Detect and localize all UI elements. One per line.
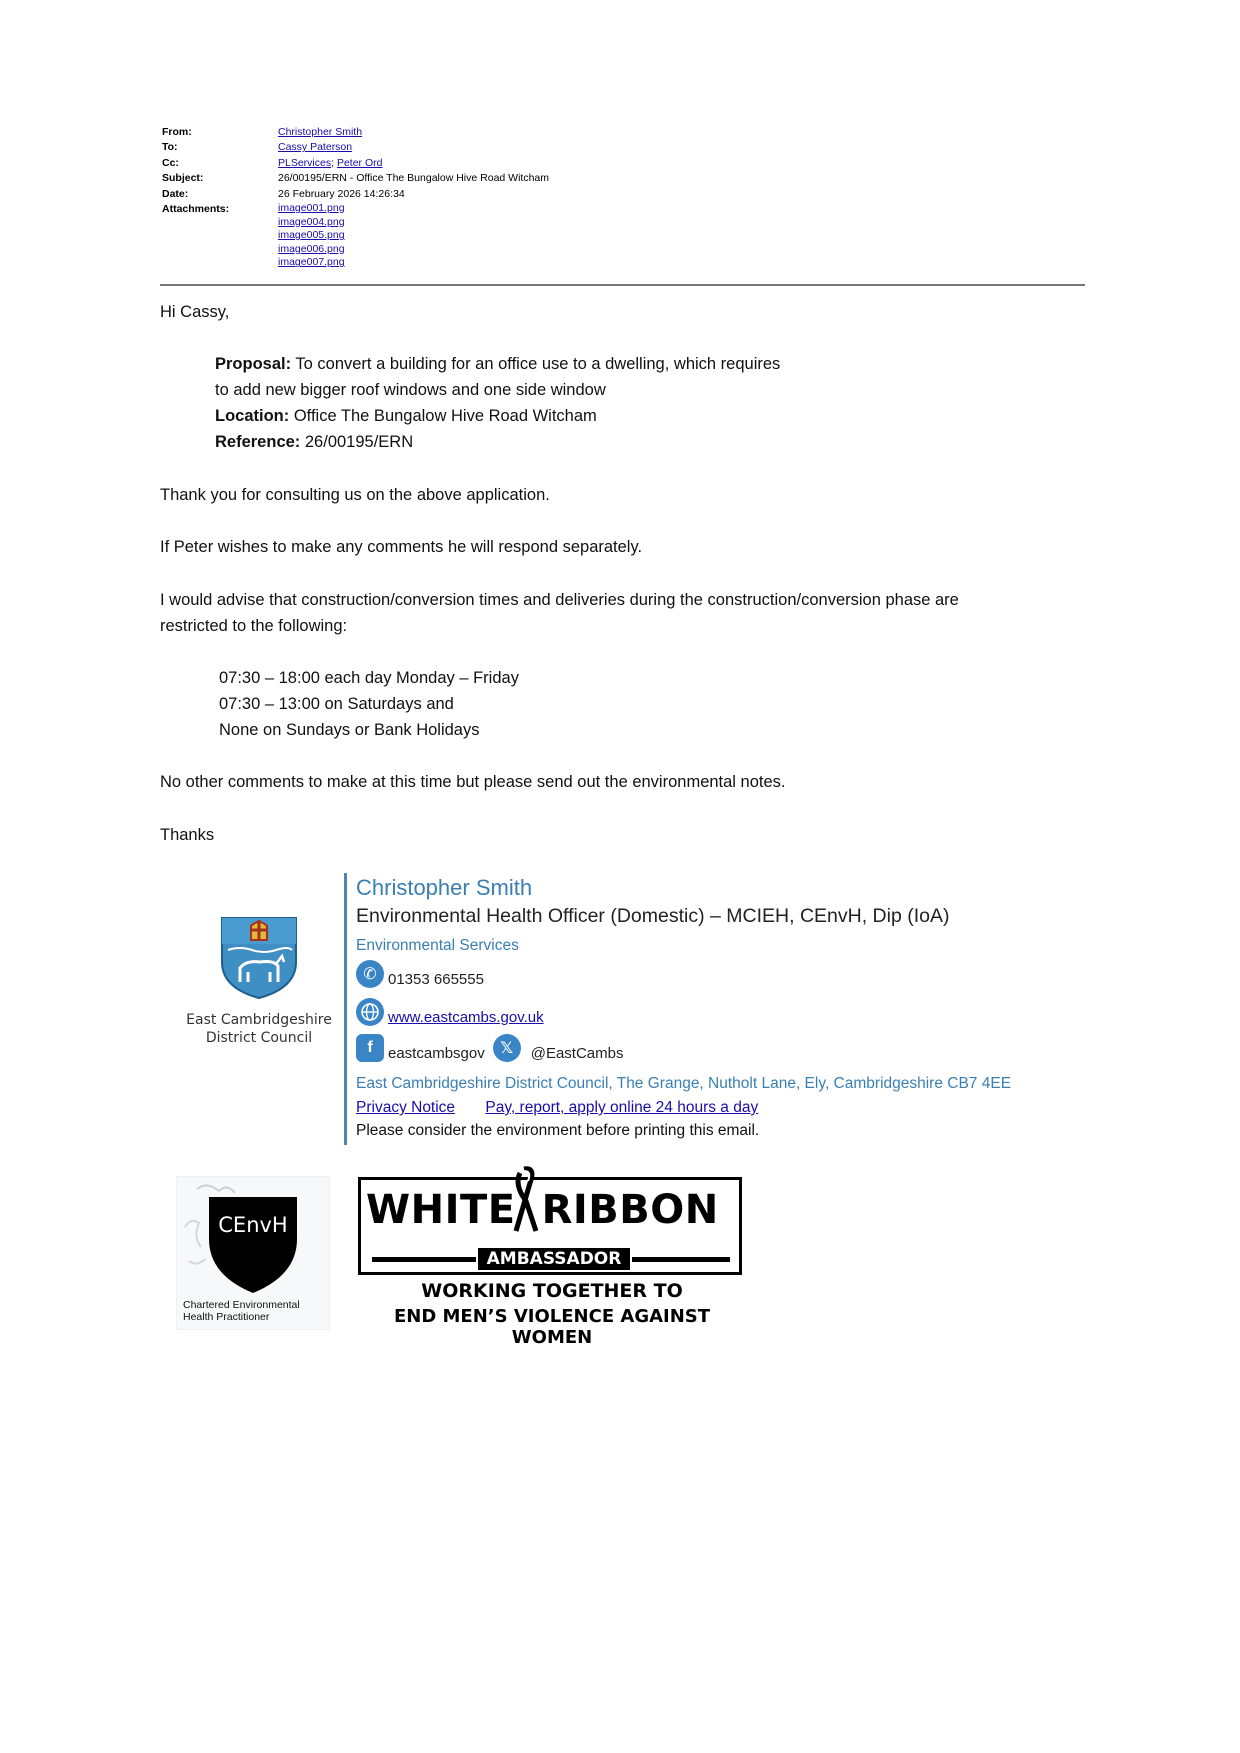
attachment-link[interactable]: image004.png — [278, 215, 345, 228]
time-restriction: 07:30 – 13:00 on Saturdays and — [219, 695, 454, 713]
signature-name: Christopher Smith — [356, 875, 533, 900]
body-paragraph: I would advise that construction/conversion times and deliveries during the construction/conversion phase are — [160, 591, 959, 609]
council-name-line: District Council — [205, 1030, 313, 1046]
to-link[interactable]: Cassy Paterson — [278, 141, 353, 154]
attachments-row — [162, 202, 549, 270]
from-label: From: — [162, 126, 192, 138]
white-ribbon-logo — [358, 1165, 746, 1348]
council-address: East Cambridgeshire District Council, The Grange, Nutholt Lane, Ely, Cambridgeshire CB7 4EE — [356, 1075, 1012, 1092]
date-label: Date: — [162, 187, 189, 200]
cc-link-peter-ord[interactable]: Peter Ord — [336, 156, 383, 169]
attachment-link[interactable]: image007.png — [278, 256, 345, 269]
cenvh-caption-line: Health Practitioner — [183, 1311, 270, 1323]
header-divider — [160, 284, 1085, 286]
subject-row — [162, 171, 549, 186]
council-name-line: East Cambridgeshire — [186, 1012, 332, 1028]
environment-notice: Please consider the environment before printing this email. — [356, 1122, 760, 1139]
reference-line — [215, 429, 413, 455]
proposal-line — [215, 351, 780, 377]
cenvh-text: CEnvH — [218, 1213, 288, 1237]
white-ribbon-slogan: WORKING TOGETHER TO — [421, 1280, 683, 1302]
attachments-label: Attachments: — [162, 203, 230, 216]
website-link[interactable]: www.eastcambs.gov.uk — [388, 1009, 544, 1026]
body-paragraph: If Peter wishes to make any comments he will respond separately. — [160, 538, 643, 556]
date-row — [162, 187, 549, 202]
facebook-handle: eastcambsgov — [388, 1045, 485, 1062]
location-label: Location: — [215, 407, 290, 425]
white-ribbon-slogan: END MEN’S VIOLENCE AGAINST WOMEN — [393, 1306, 711, 1348]
attachment-link[interactable]: image006.png — [278, 242, 345, 255]
cenvh-caption — [183, 1299, 300, 1323]
phone-icon: ✆ — [356, 960, 384, 988]
globe-icon — [356, 998, 384, 1026]
body-paragraph: Thank you for consulting us on the above application. — [160, 486, 550, 504]
cenvh-shield-icon — [177, 1177, 329, 1297]
signoff: Thanks — [160, 826, 215, 844]
ribbon-bar — [632, 1257, 730, 1262]
cc-label: Cc: — [162, 156, 179, 169]
ribbon-bar — [372, 1257, 476, 1262]
cc-row — [162, 156, 549, 171]
attachment-link[interactable]: image001.png — [278, 202, 345, 215]
white-ribbon-word: RIBBON — [541, 1187, 719, 1233]
ambassador-label: AMBASSADOR — [478, 1248, 630, 1270]
signature-department: Environmental Services — [356, 937, 519, 954]
privacy-notice-link[interactable]: Privacy Notice — [356, 1099, 456, 1116]
body-paragraph-cont: restricted to the following: — [160, 617, 348, 635]
subject-label: Subject: — [162, 172, 204, 185]
attachments-list — [278, 202, 345, 270]
to-row — [162, 140, 549, 155]
body-paragraph: No other comments to make at this time but please send out the environmental notes. — [160, 773, 786, 791]
cc-link-plservices[interactable]: PLServices — [278, 156, 332, 169]
council-crest-icon — [220, 916, 298, 1000]
x-twitter-icon[interactable]: 𝕏 — [493, 1034, 521, 1062]
time-restriction: 07:30 – 18:00 each day Monday – Friday — [219, 669, 519, 687]
from-link[interactable]: Christopher Smith — [278, 126, 363, 138]
email-header — [162, 125, 549, 270]
signature-title: Environmental Health Officer (Domestic) – MCIEH, CEnvH, Dip (IoA) — [356, 905, 950, 927]
to-label: To: — [162, 141, 178, 154]
council-logo — [186, 916, 332, 1047]
signature-divider — [344, 873, 347, 1145]
pay-report-apply-link[interactable]: Pay, report, apply online 24 hours a day — [485, 1099, 759, 1116]
twitter-handle: @EastCambs — [530, 1045, 624, 1062]
phone-number: 01353 665555 — [388, 971, 484, 988]
cc-separator: ; — [331, 156, 335, 169]
greeting: Hi Cassy, — [160, 303, 230, 321]
signature-links — [356, 1099, 784, 1117]
from-row — [162, 125, 549, 140]
cenvh-logo — [176, 1176, 330, 1330]
phone-line — [356, 960, 484, 988]
proposal-text: To convert a building for an office use to a dwelling, which requires — [291, 355, 781, 373]
subject-value: 26/00195/ERN - Office The Bungalow Hive Road Witcham — [278, 172, 549, 185]
white-ribbon-word: WHITE — [366, 1187, 516, 1233]
facebook-icon[interactable]: f — [356, 1034, 384, 1062]
proposal-label: Proposal: — [215, 355, 292, 373]
location-text: Office The Bungalow Hive Road Witcham — [289, 407, 597, 425]
time-restriction: None on Sundays or Bank Holidays — [219, 721, 480, 739]
cenvh-caption-line: Chartered Environmental — [183, 1299, 300, 1311]
attachment-link[interactable]: image005.png — [278, 229, 345, 242]
social-line — [356, 1034, 623, 1062]
proposal-text-cont: to add new bigger roof windows and one side window — [215, 381, 606, 399]
reference-text: 26/00195/ERN — [300, 433, 414, 451]
reference-label: Reference: — [215, 433, 301, 451]
location-line — [215, 403, 597, 429]
date-value: 26 February 2026 14:26:34 — [278, 187, 405, 200]
website-line — [356, 998, 544, 1026]
ribbon-icon — [506, 1165, 546, 1235]
